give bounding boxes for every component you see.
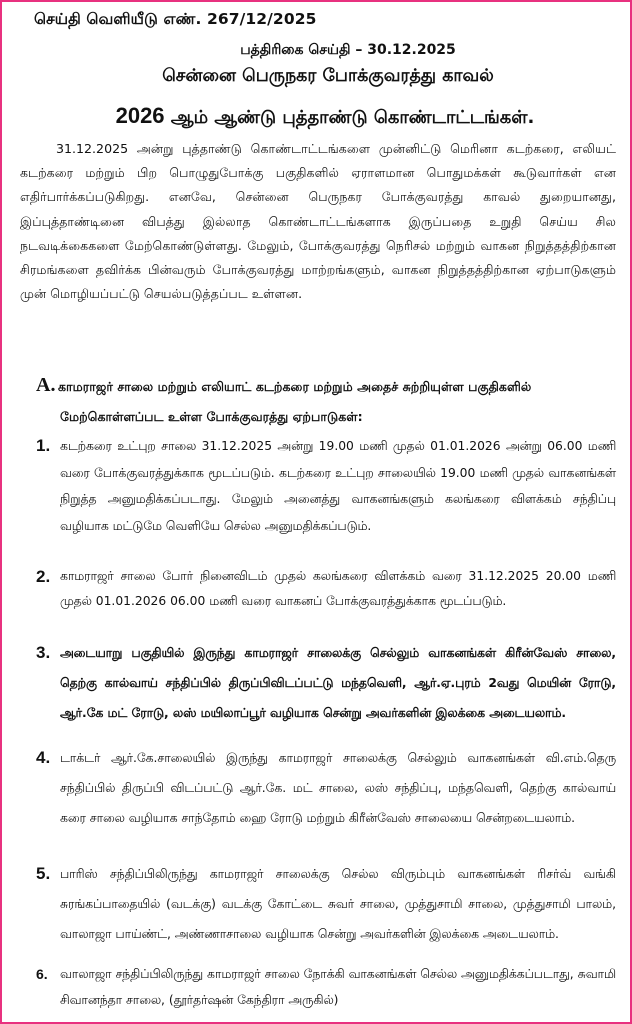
list-item-number: 5. (36, 864, 51, 883)
list-item-number: 3. (36, 643, 51, 662)
section-heading-line2: மேற்கொள்ளப்பட உள்ள போக்குவரத்து ஏற்பாடுகள்: (60, 409, 363, 424)
list-item (36, 564, 616, 614)
list-item (36, 433, 616, 539)
title-text: ஆம் ஆண்டு புத்தாண்டு கொண்டாட்டங்கள். (164, 107, 535, 128)
list-item (36, 743, 616, 833)
title-year: 2026 (115, 103, 165, 128)
press-release-date: பத்திரிகை செய்தி – 30.12.2025 (240, 42, 456, 58)
section-heading-line1: காமராஜர் சாலை மற்றும் எலியாட் கடற்கரை மற்றும் அதைச் சுற்றியுள்ள பகுதிகளில் (58, 379, 532, 394)
document-title (2, 103, 632, 130)
list-item-text: டாக்டர் ஆர்.கே.சாலையில் இருந்து காமராஜர் சாலைக்கு செல்லும் வாகனங்கள் வி.எம்.தெரு சந்திப்பில் திருப்பி விடப்பட்டு ஆர்.கே. மட் சாலை, லஸ் சந்திப்பு, மந்தவெளி, தெற்கு கால்வாய் கரை சாலை வழியாக சாந்தோம் ஹை ரோடு மற்றும் கிரீன்வேஸ் சாலையை சென்றடையலாம். (60, 751, 616, 825)
list-item (36, 962, 616, 1013)
list-item-text: காமராஜர் சாலை போர் நினைவிடம் முதல் கலங்கரை விளக்கம் வரை 31.12.2025 20.00 மணி முதல் 01.01.2026 06.00 மணி வரை வாகனப் போக்குவரத்துக்காக மூடப்படும். (60, 569, 616, 608)
list-item-text: அடையாறு பகுதியில் இருந்து காமராஜர் சாலைக்கு செல்லும் வாகனங்கள் கிரீன்வேஸ் சாலை, தெற்கு கால்வாய் சந்திப்பில் திருப்பிவிடப்பட்டு மந்தவெளி, ஆர்.ஏ.புரம் 2வது மெயின் ரோடு, ஆர்.கே மட் ரோடு, லஸ் மயிலாப்பூர் வழியாக சென்று அவர்களின் இலக்கை அடையலாம். (60, 646, 616, 720)
list-item (36, 859, 616, 949)
section-heading (36, 370, 596, 432)
list-item-number: 2. (36, 567, 51, 586)
section-letter: A. (36, 374, 56, 396)
list-item-number: 6. (36, 966, 48, 982)
list-item (36, 638, 616, 728)
list-item-text: கடற்கரை உட்புற சாலை 31.12.2025 அன்று 19.00 மணி முதல் 01.01.2026 அன்று 06.00 மணி வரை போக்குவரத்துக்காக மூடப்படும். கடற்கரை உட்புற சாலையில் 19.00 மணி முதல் வாகனங்கள் நிறுத்த அனுமதிக்கப்படாது. மேலும் அனைத்து வாகனங்களும் கலங்கரை விளக்கம் சந்திப்பு வழியாக மட்டுமே வெளியே செல்ல அனுமதிக்கப்படும். (60, 439, 616, 533)
list-item-text: வாலாஜா சந்திப்பிலிருந்து காமராஜர் சாலை நோக்கி வாகனங்கள் செல்ல அனுமதிக்கப்படாது, சுவாமி சிவானந்தா சாலை, (தூர்தர்ஷன் கேந்திரா அருகில்) (60, 967, 616, 1007)
intro-paragraph: 31.12.2025 அன்று புத்தாண்டு கொண்டாட்டங்களை முன்னிட்டு மெரினா கடற்கரை, எலியட் கடற்கரை மற்றும் பிற பொழுதுபோக்கு பகுதிகளில் ஏராளமான பொதுமக்கள் கூடுவார்கள் என எதிர்பார்க்கப்படுகிறது. எனவே, சென்னை பெருநகர போக்குவரத்து காவல் துறையானது, இப்புத்தாண்டினை விபத்து இல்லாத கொண்டாட்டங்களாக இருப்பதை உறுதி செய்ய சில நடவடிக்கைகளை மேற்கொண்டுள்ளது. மேலும், போக்குவரத்து நெரிசல் மற்றும் வாகன நிறுத்தத்திற்கான சிரமங்களை தவிர்க்க பின்வரும் போக்குவரத்து மாற்றங்களும், வாகன நிறுத்தத்திற்கான ஏற்பாடுகளும் முன் மொழியப்பட்டு செயல்படுத்தப்பட உள்ளன. (20, 141, 616, 302)
list-item-text: பாரிஸ் சந்திப்பிலிருந்து காமராஜர் சாலைக்கு செல்ல விரும்பும் வாகனங்கள் ரிசர்வ் வங்கி சுரங்கப்பாதையில் (வடக்கு) வடக்கு கோட்டை சுவர் சாலை, முத்துசாமி சாலை, முத்துசாமி பாலம், வாலாஜா பாய்ண்ட், அண்ணாசாலை வழியாக சென்று அவர்களின் இலக்கை அடையலாம். (60, 867, 616, 941)
release-reference-number: செய்தி வெளியீடு எண். 267/12/2025 (34, 10, 317, 28)
organization-name: சென்னை பெருநகர போக்குவரத்து காவல் (162, 66, 494, 86)
list-item-number: 1. (36, 436, 51, 455)
list-item-number: 4. (36, 748, 51, 767)
